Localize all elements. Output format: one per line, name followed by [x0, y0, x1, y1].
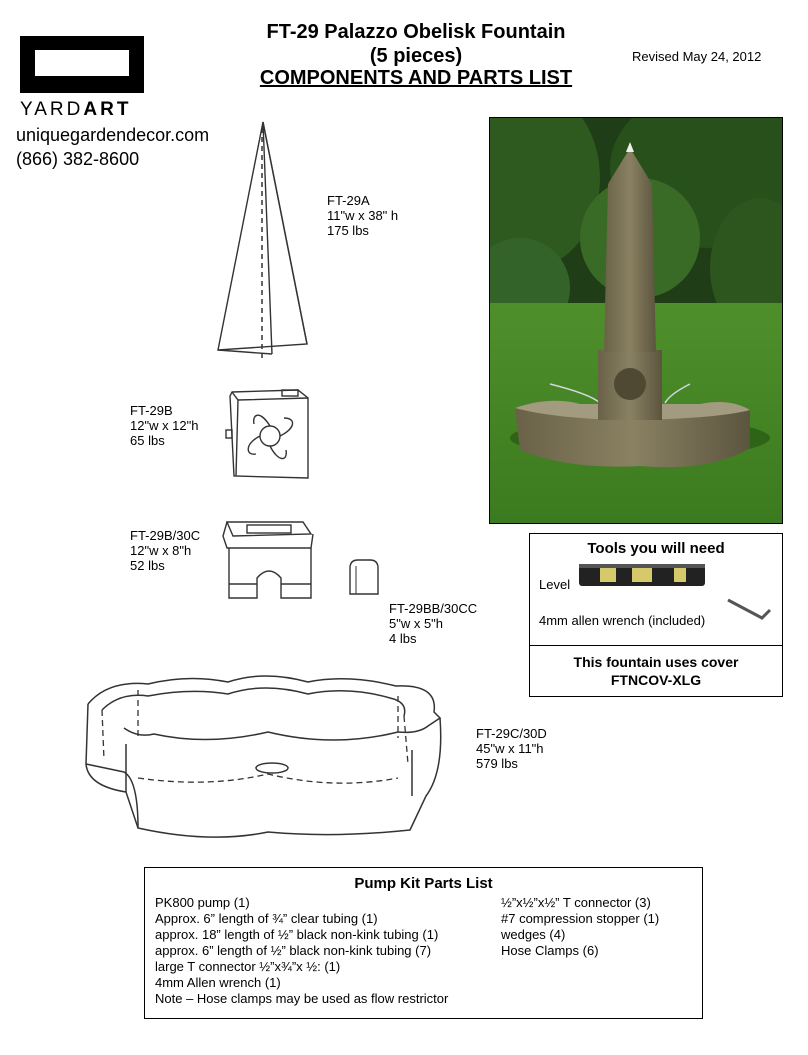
document-title: FT-29 Palazzo Obelisk Fountain — [266, 21, 566, 43]
part-size: 12"w x 12"h — [130, 418, 199, 433]
part-weight: 65 lbs — [130, 433, 165, 448]
fountain-photo — [489, 117, 783, 524]
allen-wrench-icon — [726, 596, 774, 624]
tools-title: Tools you will need — [587, 540, 725, 557]
part-code: FT-29A — [327, 193, 370, 208]
part-weight: 52 lbs — [130, 558, 165, 573]
list-item: approx. 18” length of ½” black non-kink tubing (1) — [155, 927, 439, 942]
list-item: approx. 6” length of ½” black non-kink tubing (7) — [155, 943, 432, 958]
list-item: Approx. 6” length of ¾” clear tubing (1) — [155, 911, 378, 926]
list-item: 4mm Allen wrench (1) — [155, 975, 281, 990]
list-item: Hose Clamps (6) — [501, 943, 599, 958]
part-size: 12"w x 8"h — [130, 543, 192, 558]
part-size: 11"w x 38" h — [327, 208, 399, 223]
level-label: Level — [539, 577, 571, 592]
cover-model: FTNCOV-XLG — [610, 672, 702, 688]
cover-note — [530, 653, 782, 689]
list-item: PK800 pump (1) — [155, 895, 250, 910]
part-size: 5"w x 5"h — [389, 616, 444, 631]
part-weight: 579 lbs — [476, 756, 518, 771]
part-b-label — [130, 403, 199, 448]
part-weight: 4 lbs — [389, 631, 417, 646]
list-item: large T connector ½”x¾”x ½: (1) — [155, 959, 341, 974]
part-size: 45"w x 11"h — [476, 741, 544, 756]
brand-name — [20, 99, 131, 121]
part-a-label — [327, 193, 398, 238]
level-icon — [578, 561, 706, 589]
obelisk-drawing — [210, 118, 316, 363]
document-subtitle: COMPONENTS AND PARTS LIST — [259, 67, 573, 89]
small-block-drawing — [344, 556, 384, 598]
yardart-logo — [20, 36, 144, 93]
pump-kit-title: Pump Kit Parts List — [354, 875, 493, 892]
phone-number: (866) 382-8600 — [16, 149, 140, 169]
pump-kit-right-list — [501, 895, 659, 959]
part-d-label — [389, 601, 477, 646]
brand-name-light: YARD — [20, 99, 84, 120]
cover-note-line: This fountain uses cover — [573, 654, 739, 670]
pedestal-base-drawing — [219, 520, 319, 600]
revised-date: Revised May 24, 2012 — [632, 49, 762, 64]
tools-divider — [530, 645, 782, 646]
tools-panel — [529, 533, 783, 697]
ornamental-block-drawing — [224, 384, 316, 484]
part-c-label — [130, 528, 200, 573]
list-item: #7 compression stopper (1) — [501, 911, 660, 926]
part-code: FT-29C/30D — [476, 726, 547, 741]
pump-kit-left-list — [155, 895, 448, 1007]
pump-kit-panel — [144, 867, 703, 1019]
basin-drawing — [78, 668, 450, 844]
part-code: FT-29B — [130, 403, 173, 418]
list-item: Note – Hose clamps may be used as flow restrictor — [155, 991, 449, 1006]
list-item: wedges (4) — [501, 927, 566, 942]
part-e-label — [476, 726, 547, 771]
wrench-label: 4mm allen wrench (included) — [539, 613, 706, 628]
part-weight: 175 lbs — [327, 223, 369, 238]
list-item: ½”x½”x½” T connector (3) — [501, 895, 651, 910]
website: uniquegardendecor.com — [16, 125, 210, 145]
part-code: FT-29B/30C — [130, 528, 201, 543]
piece-count: (5 pieces) — [369, 45, 463, 67]
brand-name-bold: ART — [83, 99, 132, 120]
part-code: FT-29BB/30CC — [389, 601, 478, 616]
